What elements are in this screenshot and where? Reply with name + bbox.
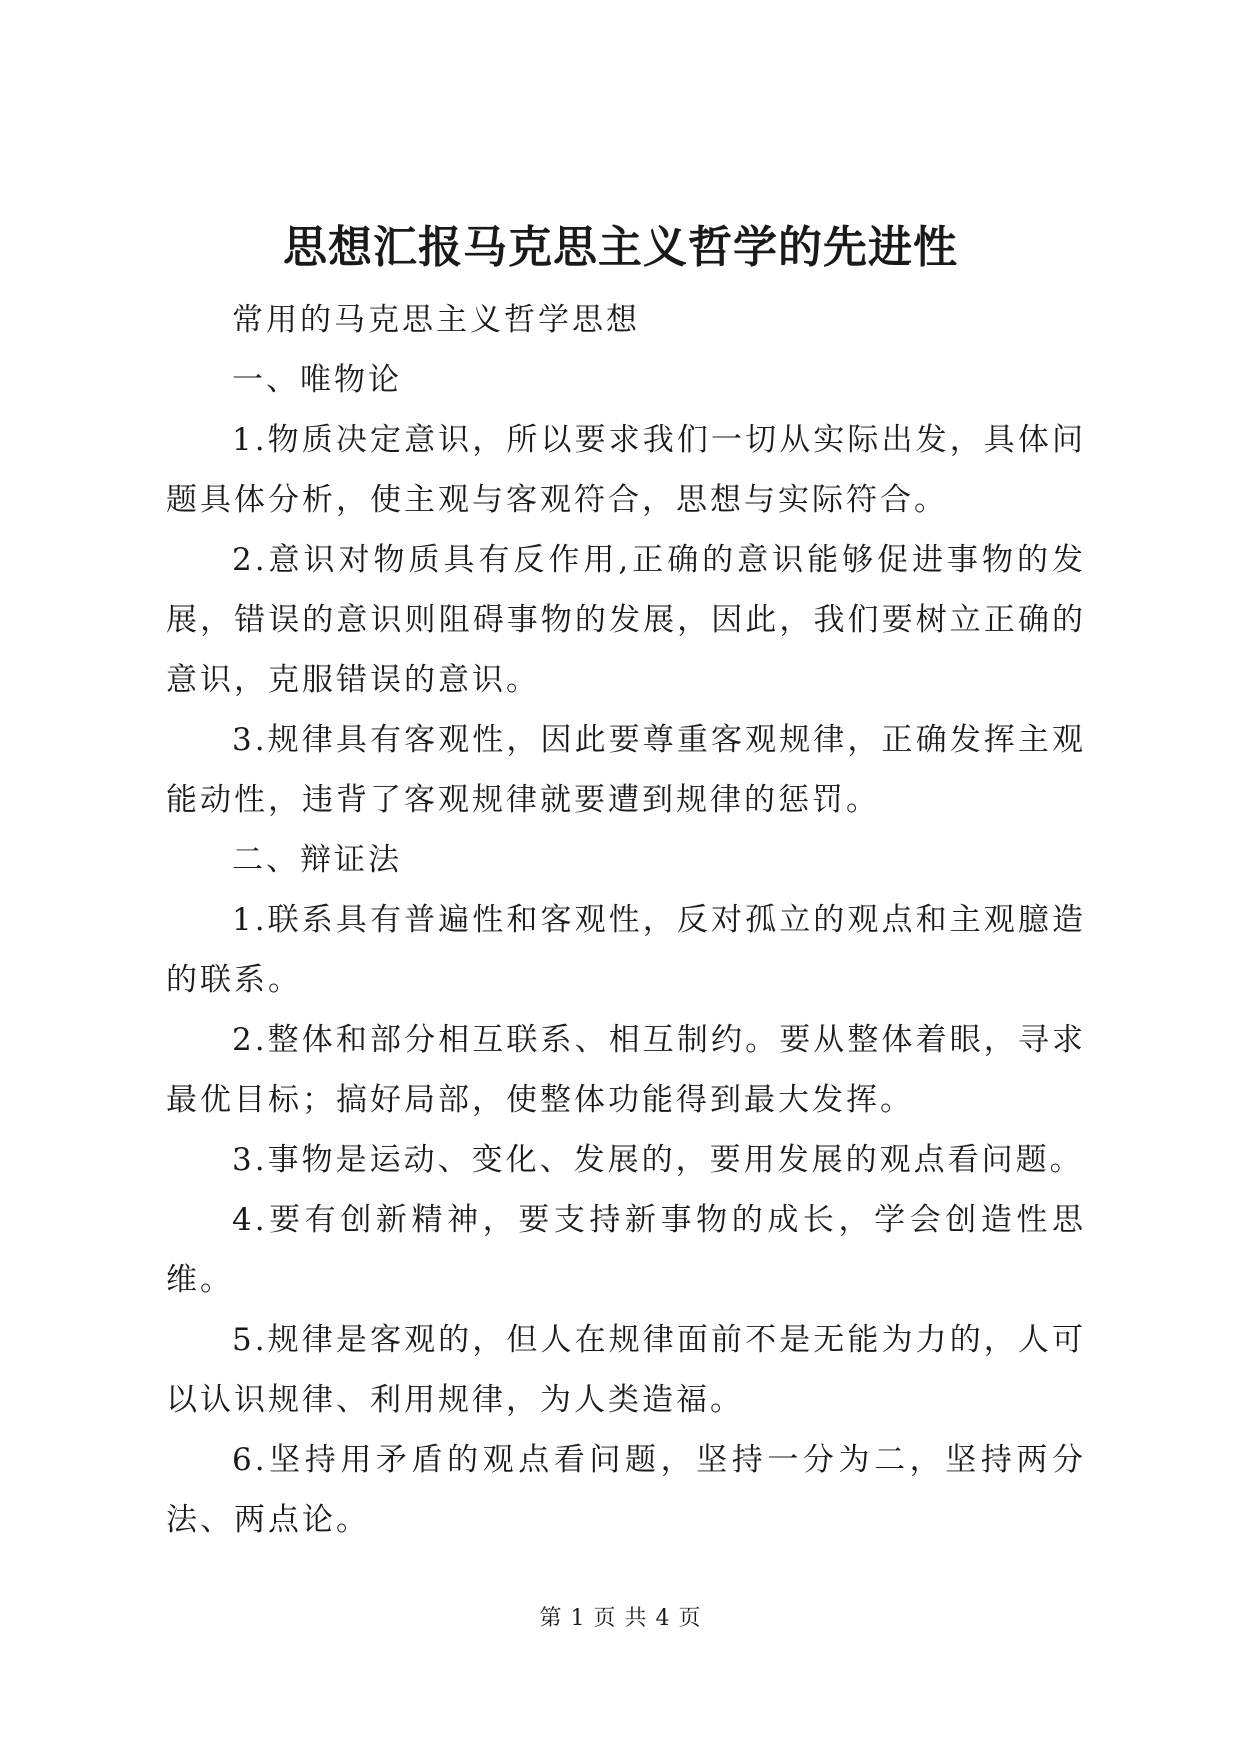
page-number-footer: 第 1 页 共 4 页: [539, 1606, 702, 1631]
paragraph-subtitle: 常用的马克思主义哲学思想: [232, 302, 640, 338]
paragraph-item: 1.联系具有普遍性和客观性，反对孤立的观点和主观臆造的联系。: [166, 902, 1086, 998]
paragraph-item: 2.意识对物质具有反作用,正确的意识能够促进事物的发展，错误的意识则阻碍事物的发展，因此，我们要树立正确的意识，克服错误的意识。: [166, 542, 1086, 698]
section-heading-dialectics: 二、辩证法: [232, 842, 402, 878]
paragraph-item: 4.要有创新精神，要支持新事物的成长，学会创造性思维。: [166, 1202, 1086, 1298]
document-title: 思想汇报马克思主义哲学的先进性: [283, 222, 958, 273]
paragraph-item: 3.规律具有客观性，因此要尊重客观规律，正确发挥主观能动性，违背了客观规律就要遭到规律的惩罚。: [166, 722, 1086, 818]
paragraph-item: 6.坚持用矛盾的观点看问题，坚持一分为二，坚持两分法、两点论。: [166, 1442, 1086, 1538]
paragraph-item: 3.事物是运动、变化、发展的，要用发展的观点看问题。: [232, 1142, 1084, 1178]
paragraph-item: 1.物质决定意识，所以要求我们一切从实际出发，具体问题具体分析，使主观与客观符合，思想与实际符合。: [166, 422, 1086, 518]
paragraph-item: 2.整体和部分相互联系、相互制约。要从整体着眼，寻求最优目标；搞好局部，使整体功能得到最大发挥。: [166, 1022, 1086, 1118]
paragraph-item: 5.规律是客观的，但人在规律面前不是无能为力的，人可以认识规律、利用规律，为人类造福。: [166, 1322, 1086, 1418]
document-body: [166, 290, 1086, 1550]
section-heading-materialism: 一、唯物论: [232, 362, 402, 398]
